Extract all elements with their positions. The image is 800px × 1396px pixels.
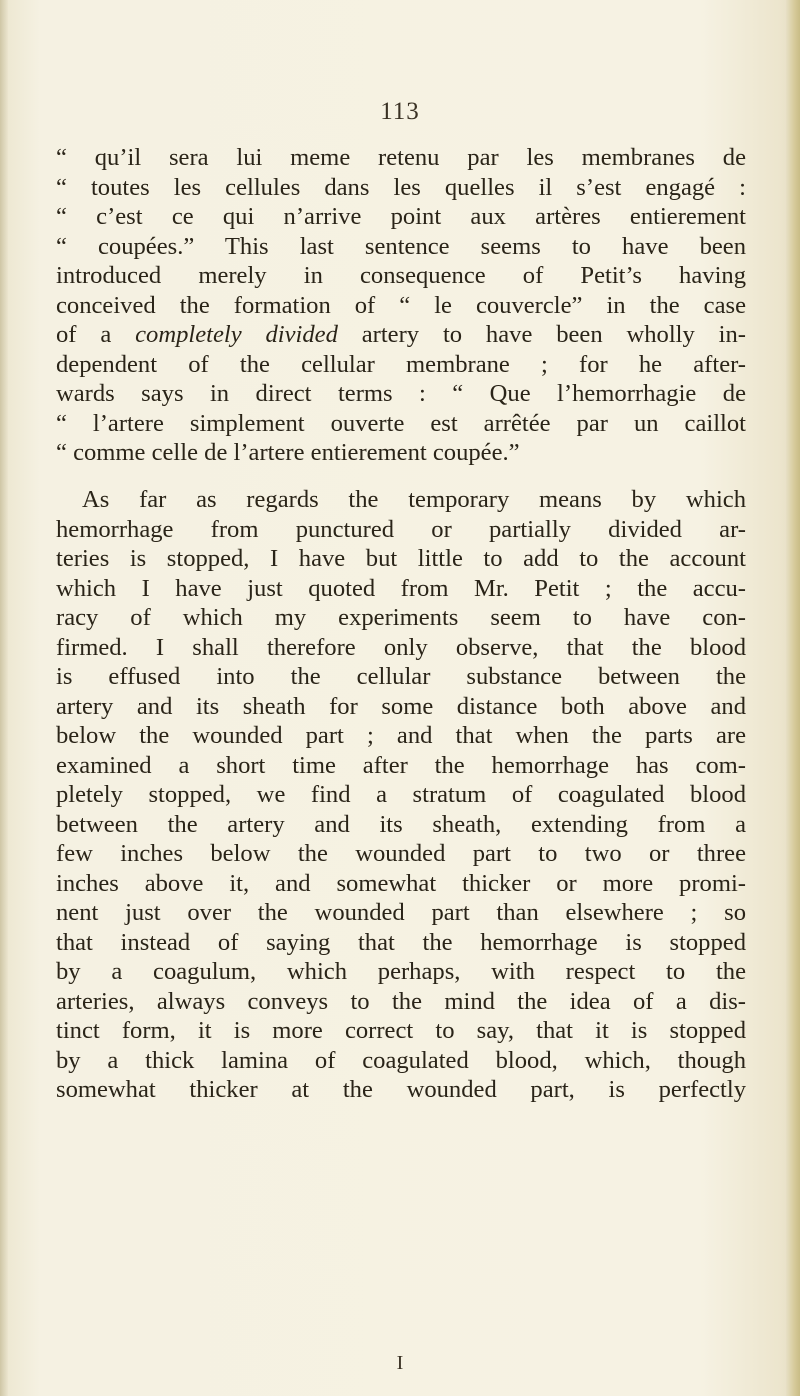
text-line: “ coupées.” This last sentence seems to have been	[56, 232, 746, 260]
text-line: As far as regards the temporary means by which	[82, 486, 746, 513]
text-line: which I have just quoted from Mr. Petit ; the accu-	[56, 574, 746, 602]
text-line: dependent of the cellular membrane ; for he after-	[56, 350, 746, 378]
text-line: “ toutes les cellules dans les quelles il s’est engagé :	[56, 173, 746, 201]
text-line: by a coagulum, which perhaps, with respect to the	[56, 958, 746, 985]
text-line: pletely stopped, we find a stratum of coagulated blood	[56, 781, 746, 808]
quote-paragraph	[56, 143, 746, 468]
text-line: teries is stopped, I have but little to add to the account	[56, 545, 746, 572]
text-line: racy of which my experiments seem to have con-	[56, 604, 746, 631]
text-line: between the artery and its sheath, extending from a	[56, 810, 746, 838]
text-line: nent just over the wounded part than elsewhere ; so	[56, 899, 746, 926]
text-line: conceived the formation of “ le couvercle” in the case	[56, 291, 746, 319]
text-line: “ l’artere simplement ouverte est arrêtée par un caillot	[56, 409, 746, 437]
page-fore-edge	[786, 0, 800, 1396]
text-line: “ comme celle de l’artere entierement coupée.”	[56, 439, 520, 466]
text-line: that instead of saying that the hemorrhage is stopped	[56, 928, 746, 956]
italic-emphasis: completely divided	[135, 321, 338, 348]
page-gutter-edge	[0, 0, 8, 1396]
text-line: hemorrhage from punctured or partially divided ar-	[56, 515, 746, 543]
text-line: firmed. I shall therefore only observe, that the blood	[56, 633, 746, 661]
text-line: by a thick lamina of coagulated blood, which, though	[56, 1046, 746, 1074]
signature-mark: I	[396, 1352, 404, 1374]
text-line: is effused into the cellular substance between the	[56, 663, 746, 690]
text-line-italic-phrase: of a completely divided artery to have been wholly in-	[56, 321, 746, 348]
text-line: examined a short time after the hemorrhage has com-	[56, 751, 746, 779]
text-line: “ qu’il sera lui meme retenu par les membranes de	[56, 144, 746, 171]
text-line: artery and its sheath for some distance both above and	[56, 692, 746, 720]
page-number: 113	[380, 98, 420, 125]
text-line: somewhat thicker at the wounded part, is perfectly	[56, 1076, 746, 1103]
text-line: tinct form, it is more correct to say, that it is stopped	[56, 1017, 746, 1044]
text-line: “ c’est ce qui n’arrive point aux artères entierement	[56, 203, 746, 230]
text-line: few inches below the wounded part to two or three	[56, 840, 746, 867]
main-paragraph	[56, 485, 746, 1105]
text-line: wards says in direct terms : “ Que l’hemorrhagie de	[56, 380, 746, 407]
text-line: arteries, always conveys to the mind the idea of a dis-	[56, 987, 746, 1015]
text-line: inches above it, and somewhat thicker or more promi-	[56, 869, 746, 897]
text-line: below the wounded part ; and that when the parts are	[56, 722, 746, 749]
text-line: introduced merely in consequence of Petit’s having	[56, 262, 746, 289]
